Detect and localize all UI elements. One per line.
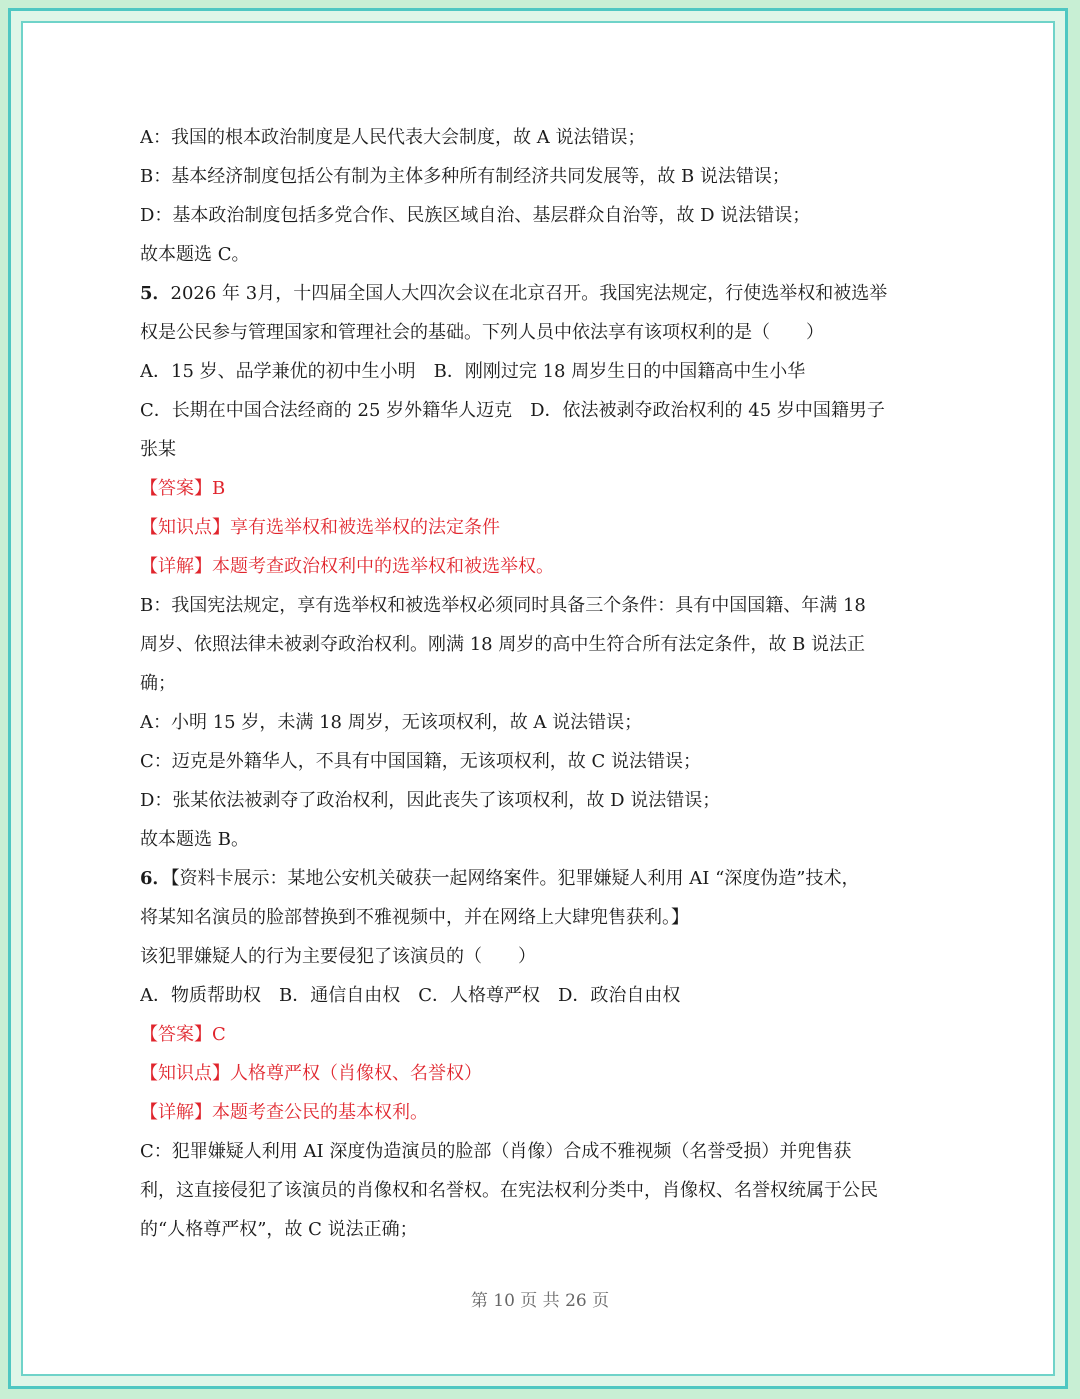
question-5-options-cd: C．长期在中国合法经商的 25 岁外籍华人迈克 D．依法被剥夺政治权利的 45 岁中国籍男子: [140, 400, 885, 421]
question-5-stem: [140, 274, 920, 313]
answer-label: 【答案】C: [140, 1024, 226, 1045]
question-6-stem: [140, 859, 920, 898]
text-line: 权是公民参与管理国家和管理社会的基础。下列人员中依法享有该项权利的是（ ）: [140, 322, 824, 343]
text-line: 利，这直接侵犯了该演员的肖像权和名誉权。在宪法权利分类中，肖像权、名誉权统属于公民: [140, 1180, 878, 1201]
text-line: B：我国宪法规定，享有选举权和被选举权必须同时具备三个条件：具有中国国籍、年满 18: [140, 595, 866, 616]
text-line: 确；: [140, 673, 176, 694]
text-line: 周岁、依照法律未被剥夺政治权利。刚满 18 周岁的高中生符合所有法定条件，故 B 说法正: [140, 634, 866, 655]
text-line: 将某知名演员的脸部替换到不雅视频中，并在网络上大肆兜售获利。】: [140, 907, 689, 928]
text-line: 张某: [140, 439, 176, 460]
question-5-text: 2026 年 3月，十四届全国人大四次会议在北京召开。我国宪法规定，行使选举权和被选举: [170, 283, 888, 304]
text-line: 故本题选 C。: [140, 244, 250, 265]
explanation-heading: 【详解】本题考查政治权利中的选举权和被选举权。: [140, 556, 554, 577]
text-line: C：犯罪嫌疑人利用 AI 深度伪造演员的脸部（肖像）合成不雅视频（名誉受损）并兜售获: [140, 1141, 852, 1162]
question-5-options-ab: A．15 岁、品学兼优的初中生小明 B．刚刚过完 18 周岁生日的中国籍高中生小华: [140, 361, 806, 382]
question-5-number: 5．: [140, 283, 171, 304]
knowledge-point: 【知识点】享有选举权和被选举权的法定条件: [140, 517, 500, 538]
text-line: C：迈克是外籍华人，不具有中国国籍，无该项权利，故 C 说法错误；: [140, 751, 701, 772]
document-body: [140, 118, 920, 1249]
text-line: D：基本政治制度包括多党合作、民族区域自治、基层群众自治等，故 D 说法错误；: [140, 205, 811, 226]
text-line: 该犯罪嫌疑人的行为主要侵犯了该演员的（ ）: [140, 946, 536, 967]
question-6-options: A．物质帮助权 B．通信自由权 C．人格尊严权 D．政治自由权: [140, 985, 681, 1006]
text-line: 的“人格尊严权”，故 C 说法正确；: [140, 1219, 418, 1240]
answer-label: 【答案】B: [140, 478, 226, 499]
question-6-text: 【资料卡展示：某地公安机关破获一起网络案件。犯罪嫌疑人利用 AI “深度伪造”技术，: [170, 868, 860, 889]
text-line: 故本题选 B。: [140, 829, 249, 850]
explanation-heading: 【详解】本题考查公民的基本权利。: [140, 1102, 428, 1123]
knowledge-point: 【知识点】人格尊严权（肖像权、名誉权）: [140, 1063, 482, 1084]
question-6-number: 6．: [140, 868, 171, 889]
text-line: A：小明 15 岁，未满 18 周岁，无该项权利，故 A 说法错误；: [140, 712, 643, 733]
page-footer: 第 10 页 共 26 页: [470, 1291, 610, 1311]
text-line: A：我国的根本政治制度是人民代表大会制度，故 A 说法错误；: [140, 127, 646, 148]
text-line: B：基本经济制度包括公有制为主体多种所有制经济共同发展等，故 B 说法错误；: [140, 166, 790, 187]
text-line: D：张某依法被剥夺了政治权利，因此丧失了该项权利，故 D 说法错误；: [140, 790, 721, 811]
